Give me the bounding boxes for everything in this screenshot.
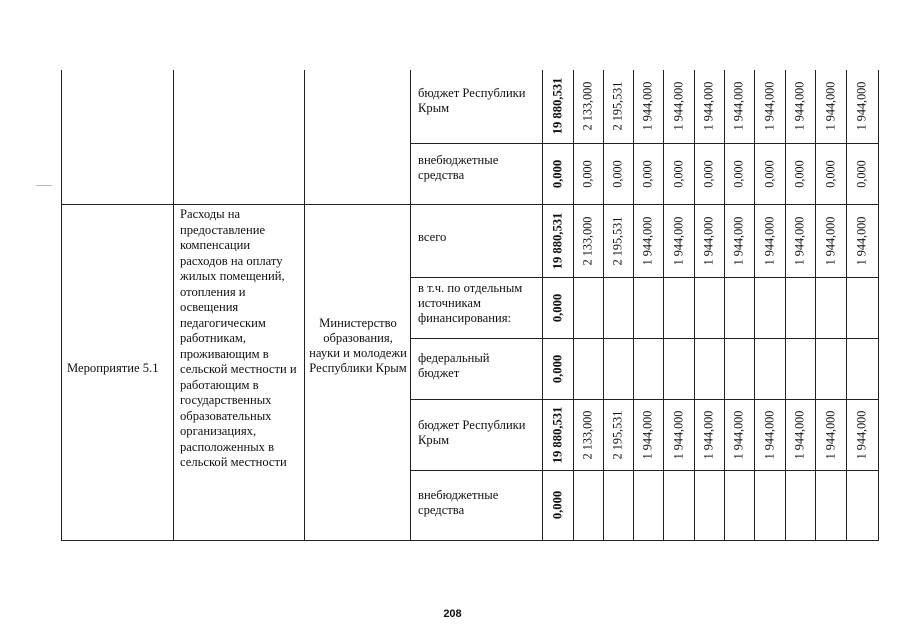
value-text: 1 944,000 <box>762 410 777 460</box>
value-text: 0,000 <box>731 160 746 188</box>
executor: Министерство образования, науки и молодежи Республики Крым <box>309 316 407 375</box>
value-text: 1 944,000 <box>701 410 716 460</box>
value-text: 1 944,000 <box>731 81 746 131</box>
value-text: 0,000 <box>610 160 625 188</box>
value-text: 1 944,000 <box>671 410 686 460</box>
value-text: 1 944,000 <box>792 81 807 131</box>
value-text: 0,000 <box>854 160 869 188</box>
source-federal: федеральный бюджет <box>418 351 490 380</box>
value-text: 1 944,000 <box>792 410 807 460</box>
value-text: 1 944,000 <box>640 216 655 266</box>
value-text: 1 944,000 <box>701 81 716 131</box>
value-text: 0,000 <box>580 160 595 188</box>
value-text: 0,000 <box>550 354 565 384</box>
measure-description: Расходы на предоставление компенсации расходов на оплату жилых помещений, отопления и освещения педагогическим работникам, проживающим в сельской местности и работающим в государственных образовательных организациях, расположенных в сельской местности <box>180 207 297 469</box>
value-text: 19 880,531 <box>550 212 565 270</box>
value-text: 1 944,000 <box>640 410 655 460</box>
value-text: 0,000 <box>671 160 686 188</box>
value-text: 0,000 <box>550 490 565 520</box>
value-text: 1 944,000 <box>640 81 655 131</box>
value-text: 1 944,000 <box>671 81 686 131</box>
value-text: 2 133,000 <box>580 81 595 131</box>
value-text: 1 944,000 <box>854 81 869 131</box>
value-text: 1 944,000 <box>762 216 777 266</box>
value-text: 1 944,000 <box>854 216 869 266</box>
value-text: 19 880,531 <box>550 77 565 135</box>
value-text: 1 944,000 <box>792 216 807 266</box>
source-extrabudget-2: внебюджетные средства <box>418 488 499 517</box>
page-number: 208 <box>443 608 462 620</box>
budget-table <box>61 70 879 541</box>
value-text: 0,000 <box>792 160 807 188</box>
value-text: 1 944,000 <box>731 410 746 460</box>
value-text: 0,000 <box>550 293 565 323</box>
value-text: 1 944,000 <box>731 216 746 266</box>
measure-name: Мероприятие 5.1 <box>67 361 159 375</box>
value-text: 0,000 <box>762 160 777 188</box>
value-text: 1 944,000 <box>701 216 716 266</box>
value-text: 1 944,000 <box>854 410 869 460</box>
source-budget-rk: бюджет Республики Крым <box>418 86 526 115</box>
value-text: 2 195,531 <box>610 410 625 460</box>
value-text: 1 944,000 <box>823 410 838 460</box>
value-text: 1 944,000 <box>762 81 777 131</box>
value-text: 0,000 <box>823 160 838 188</box>
value-text: 0,000 <box>550 159 565 189</box>
scan-mark <box>36 185 52 186</box>
source-total: всего <box>418 230 447 244</box>
value-text: 2 133,000 <box>580 410 595 460</box>
value-text: 2 195,531 <box>610 216 625 266</box>
value-text: 19 880,531 <box>550 406 565 464</box>
source-extrabudget: внебюджетные средства <box>418 153 499 182</box>
value-text: 1 944,000 <box>823 81 838 131</box>
value-text: 2 133,000 <box>580 216 595 266</box>
value-text: 1 944,000 <box>671 216 686 266</box>
value-text: 0,000 <box>640 160 655 188</box>
source-budget-rk-2: бюджет Республики Крым <box>418 418 526 447</box>
value-text: 0,000 <box>701 160 716 188</box>
value-text: 1 944,000 <box>823 216 838 266</box>
source-by-sources: в т.ч. по отдельным источникам финансирования: <box>418 281 523 325</box>
value-text: 2 195,531 <box>610 81 625 131</box>
